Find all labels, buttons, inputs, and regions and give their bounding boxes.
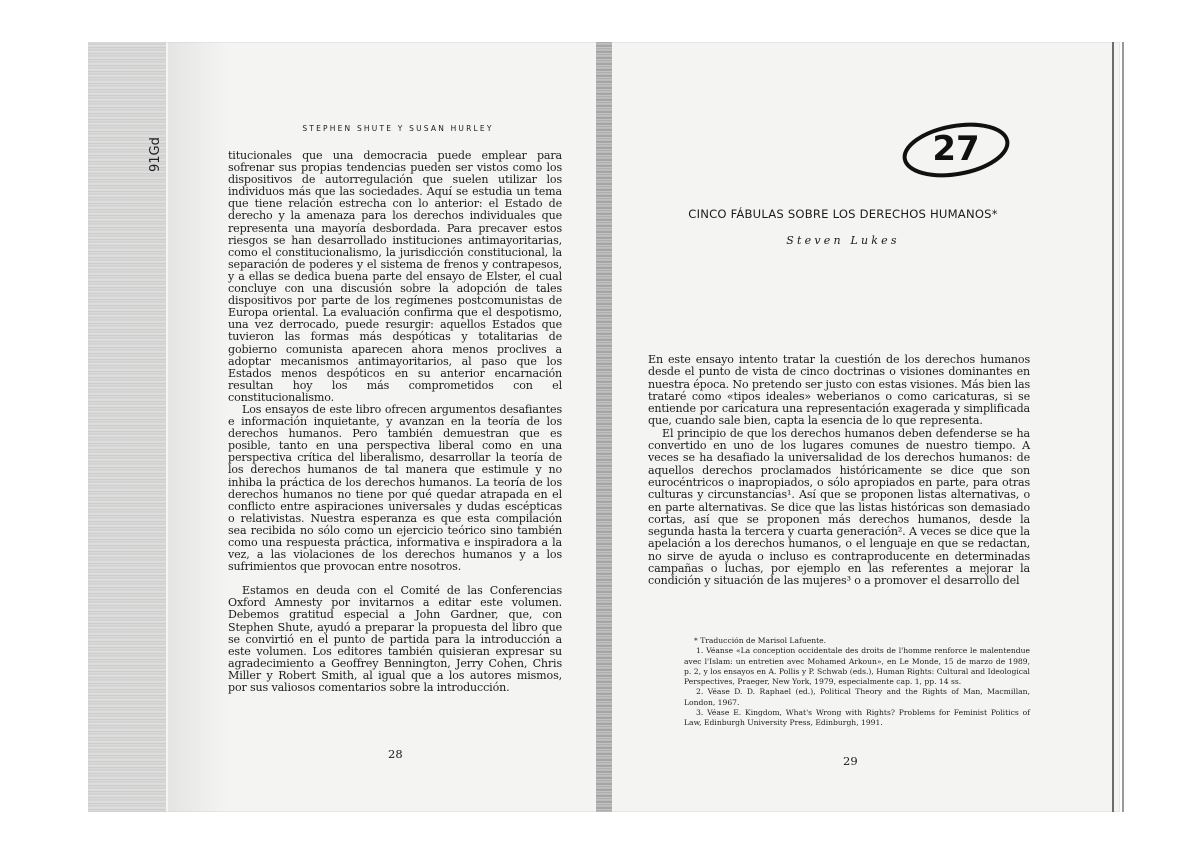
scan-right-edge (1112, 42, 1124, 812)
annotation-number: 27 (932, 129, 980, 169)
paragraph: Estamos en deuda con el Comité de las Conferencias Oxford Amnesty por invitarnos a editar este volumen. Debemos gratitud especial a John Gardner, que, con Stephen Shute, ayudó a preparar la propuesta del libro que se convirtió en el punto de partida para la introducción a este volumen. Los editores también quisieran expresar su agradecimiento a Geoffrey Bennington, Jerry Cohen, Chris Miller y Robert Smith, al igual que a los autores mismos, por sus valiosos comentarios sobre la introducción. (228, 584, 562, 695)
left-page-body (228, 150, 562, 694)
paragraph: El principio de que los derechos humanos deben defenderse se ha convertido en uno de los lugares comunes de nuestro tiempo. A veces se ha desafiado la universalidad de los derechos humanos: de aquellos derechos proclamados históricamente se dice que son eurocéntricos o inapropiados, o sólo apropiados en parte, para otras culturas y circunstancias¹. Así que se proponen listas alternativas, o en parte alternativas. Se dice que las listas históricas son demasiado cortas, así que se proponen más derechos humanos, desde la segunda hasta la tercera y cuarta generación². A veces se dice que la apelación a los derechos humanos, o el lenguaje en que se redactan, no sirve de ayuda o incluso es contraproducente en determinadas campañas o luchas, por ejemplo en las referentes a mejorar la condición y situación de las mujeres³ o a promover el desarrollo del (648, 426, 1030, 588)
page-number: 28 (388, 747, 403, 761)
right-page (648, 42, 1038, 812)
page-number: 29 (843, 754, 858, 768)
footnote: 1. Véanse «La conception occidentale des droits de l'homme renforce le malentendue avec l'Islam: un entretien avec Mohamed Arkoun», en Le Monde, 15 de marzo de 1989, p. 2, y los ensayos en A. Pollis y P. Schwab (eds.), Human Rights: Cultural and Ideological Perspectives, Praeger, New York, 1979, especialmente cap. 1, pp. 14 ss. (684, 646, 1030, 687)
paragraph: titucionales que una democracia puede emplear para sofrenar sus propias tendencias pueden ser vistos como los dispositivos de autorregulación que suelen utilizar los individuos más que las sociedades. Aquí se estudia un tema que tiene relación estrecha con lo anterior: el Estado de derecho y la amenaza para los derechos individuales que representa una mayoría desbordada. Para precaver estos riesgos se han desarrollado instituciones antimayoritarias, como el constitucionalismo, la jurisdicción constitucional, la separación de poderes y el sistema de frenos y contrapesos, y a ellas se dedica buena parte del ensayo de Elster, el cual concluye con una discusión sobre la adopción de tales dispositivos por parte de los regímenes postcomunistas de Europa oriental. La evaluación confirma que el despotismo, una vez derrocado, puede resurgir: aquellos Estados que tuvieron las formas más despóticas y totalitarias de gobierno comunista aparecen ahora menos proclives a adoptar mecanismos antimayoritarios, al paso que los Estados menos despóticos en su anterior encarnación resultan hoy los más comprometidos con el constitucionalismo. (228, 149, 562, 404)
book-gutter (596, 42, 612, 812)
footnote: 3. Véase E. Kingdom, What's Wrong with Rights? Problems for Feminist Politics of Law, Edinburgh University Press, Edinburgh, 1991. (684, 708, 1030, 728)
article-title: CINCO FÁBULAS SOBRE LOS DERECHOS HUMANOS* (688, 207, 998, 221)
right-page-body (648, 354, 1030, 588)
article-author: Steven Lukes (786, 234, 900, 247)
circled-number-annotation (900, 120, 1012, 178)
paragraph: En este ensayo intento tratar la cuestión de los derechos humanos desde el punto de vista de cinco doctrinas o visiones dominantes en nuestra época. No pretendo ser justo con estas visiones. Más bien las trataré como «tipos ideales» weberianos o como caricaturas, si se entiende por caricatura una representación exagerada y simplificada que, cuando sale bien, capta la esencia de lo que representa. (648, 353, 1030, 428)
footnote: * Traducción de Marisol Lafuente. (694, 636, 827, 645)
footnote: 2. Véase D. D. Raphael (ed.), Political Theory and the Rights of Man, Macmillan, London, 1967. (684, 687, 1030, 707)
running-head: STEPHEN SHUTE Y SUSAN HURLEY (302, 124, 494, 133)
scan-left-edge-fade (168, 42, 228, 812)
left-page (148, 42, 568, 812)
circle-stroke-icon (900, 120, 1012, 178)
footnotes (684, 636, 1030, 729)
scanned-book-spread (88, 42, 1120, 812)
handwritten-annotation: 91Gd (148, 137, 163, 172)
paragraph: Los ensayos de este libro ofrecen argumentos desafiantes e información inquietante, y avanzan en la teoría de los derechos humanos. Pero también demuestran que es posible, tanto en una perspectiva liberal como en una perspectiva crítica del liberalismo, desarrollar la teoría de los derechos humanos de tal manera que estimule y no inhiba la práctica de los derechos humanos. La teoría de los derechos humanos no tiene por qué quedar atrapada en el conflicto entre aspiraciones universales y dudas escépticas o relativistas. Nuestra esperanza es que esta compilación sea recibida no sólo como un ejercicio teórico sino también como una respuesta práctica, informativa e inspiradora a la vez, a las violaciones de los derechos humanos y a los sufrimientos que provocan entre nosotros. (228, 402, 562, 574)
